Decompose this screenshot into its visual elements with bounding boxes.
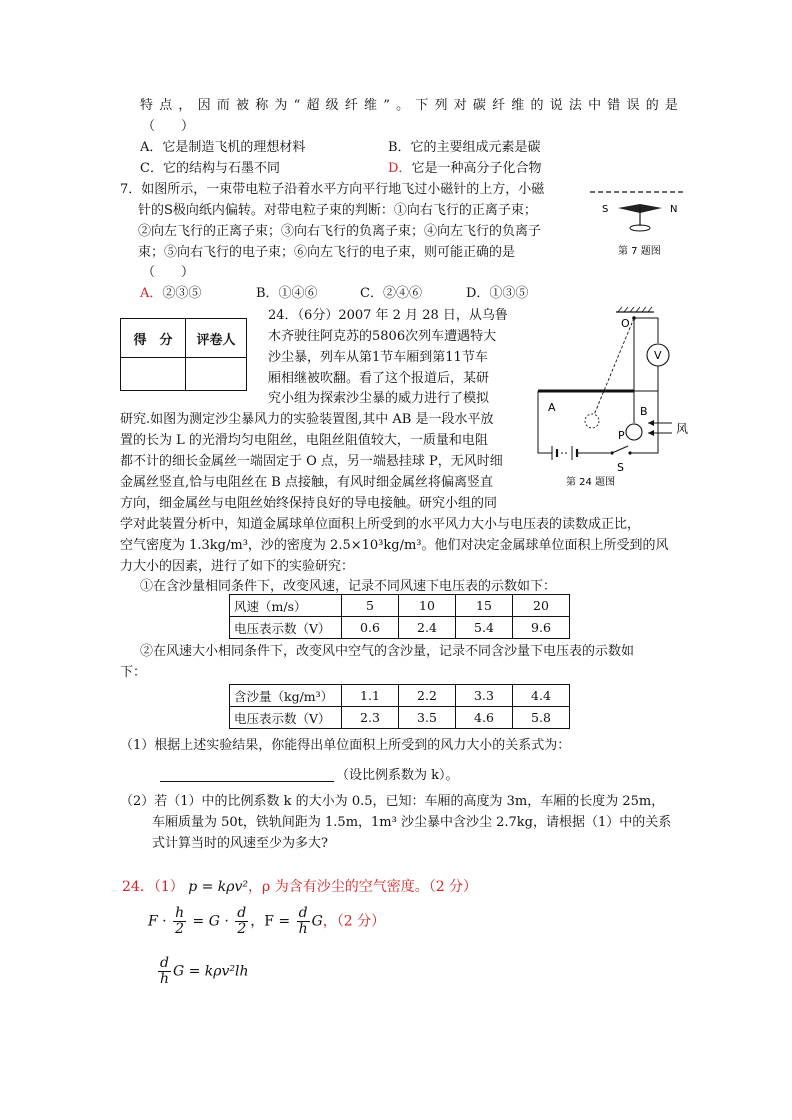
- fig24-a-label: A: [548, 401, 556, 414]
- q7-line1: 7．如图所示，一束带电粒子沿着水平方向平行地飞过小磁针的上方，小磁: [120, 182, 545, 197]
- q24-line6: 研究.如图为测定沙尘暴风力的实验装置图,其中 AB 是一段水平放: [120, 412, 494, 427]
- q7-line4: 束；⑤向右飞行的电子束；⑥向左飞行的电子束，则可能正确的是: [138, 245, 516, 260]
- table-cell: 3.3: [456, 685, 513, 707]
- score-header: 得 分: [121, 319, 186, 358]
- fig24-wind-label: 风: [676, 422, 689, 436]
- q24-line1: 24．（6分）2007 年 2 月 28 日，从乌鲁: [268, 308, 508, 323]
- fig24-s-label: S: [617, 461, 624, 474]
- table-row: [230, 617, 570, 639]
- q6-blank: （ ）: [142, 119, 195, 134]
- q24-experiment2: ②在风速大小相同条件下，改变风中空气的含沙量，记录不同含沙量下电压表的示数如: [140, 644, 635, 659]
- table-cell: 1.1: [342, 685, 399, 707]
- q6-option-a: A．它是制造飞机的理想材料: [140, 140, 306, 155]
- answer-equation-2: F · $\frac{h}{2}$ = G · $\frac{d}{2}$ ，F = $\frac{d}{h}$ G，（2 分）: [148, 905, 386, 937]
- grader-header: 评卷人: [186, 319, 247, 358]
- q6-line1: 特点，因而被称为“超级纤维”。下列对碳纤维的说法中错误的是: [140, 98, 685, 113]
- table-cell: 10: [399, 595, 456, 617]
- fig7-n-label: N: [670, 204, 678, 215]
- table-header: 电压表示数（V）: [230, 707, 342, 729]
- q7-blank: （ ）: [142, 265, 195, 280]
- table-cell: 2.2: [399, 685, 456, 707]
- sand-content-table: [229, 684, 570, 729]
- table-cell: 20: [513, 595, 570, 617]
- q24-line4: 厢相继被吹翻。看了这个报道后，某研: [268, 371, 490, 386]
- q24-line2: 木齐驶往阿克苏的5806次列车遭遇特大: [268, 329, 497, 344]
- q7-line3: ②向左飞行的正离子束；③向右飞行的负离子束；④向左飞行的负离子: [138, 224, 542, 239]
- q24-sub1-tail: （设比例系数为 k）。: [336, 768, 459, 783]
- fig24-v-label: V: [654, 349, 662, 362]
- table-row: [230, 707, 570, 729]
- answer-label: 24．（1）: [122, 879, 184, 895]
- table-cell: 15: [456, 595, 513, 617]
- table-cell: 0.6: [342, 617, 399, 639]
- table-header: 电压表示数（V）: [230, 617, 342, 639]
- q24-line5: 究小组为探索沙尘暴的威力进行了模拟: [268, 391, 490, 406]
- fig7-caption: 第 7 题图: [618, 246, 661, 257]
- q6-option-c: C．它的结构与石墨不同: [140, 161, 280, 176]
- q24-experiment2-cont: 下：: [120, 665, 147, 680]
- score-cell[interactable]: [121, 358, 186, 391]
- wind-speed-table: [229, 594, 570, 639]
- q24-line11: 学对此装置分析中，知道金属球单位面积上所受到的水平风力大小与电压表的读数成正比，: [120, 517, 641, 532]
- q24-sub2-line1: （2）若（1）中的比例系数 k 的大小为 0.5，已知：车厢的高度为 3m，车厢的长度为 25m，: [120, 794, 665, 809]
- table-cell: 5.8: [513, 707, 570, 729]
- table-cell: 4.6: [456, 707, 513, 729]
- answer-note-1: ，ρ 为含有沙尘的空气密度。（2 分）: [248, 879, 478, 895]
- q7-option-a: A．②③⑤: [140, 286, 202, 301]
- q6-option-b: B．它的主要组成元素是碳: [388, 140, 541, 155]
- q7-line2: 针的S极向纸内偏转。对带电粒子束的判断：①向右飞行的正离子束；: [138, 203, 537, 218]
- switch-s-icon: [612, 446, 628, 453]
- q24-line12: 空气密度为 1.3kg/m³，沙的密度为 2.5×10³kg/m³。他们对决定金属球单位面积上所受到的风: [120, 538, 669, 553]
- table-cell: 5: [342, 595, 399, 617]
- q24-figure: [530, 305, 692, 490]
- table-row: [230, 685, 570, 707]
- metal-wire-deflected: [594, 318, 634, 415]
- fig7-s-label: S: [602, 204, 609, 215]
- q24-line9: 金属丝竖直,恰与电阻丝在 B 点接触，有风时细金属丝将偏离竖直: [120, 475, 493, 490]
- q24-line3: 沙尘暴，列车从第1节车厢到第11节车: [268, 350, 488, 365]
- table-cell: 9.6: [513, 617, 570, 639]
- table-cell: 5.4: [456, 617, 513, 639]
- q7-option-b: B．①④⑥: [256, 286, 318, 301]
- q24-line10: 方向，细金属丝与电阻丝始终保持良好的导电接触。研究小组的同: [120, 496, 498, 511]
- q7-option-c: C．②④⑥: [360, 286, 422, 301]
- q24-line7: 置的长为 L 的光滑均匀电阻丝，电阻丝阻值较大，一质量和电阻: [120, 433, 488, 448]
- q7-option-d: D．①③⑤: [466, 286, 529, 301]
- fig24-o-label: O: [621, 317, 630, 330]
- fig24-caption: 第 24 题图: [566, 477, 616, 488]
- q24-line8: 都不计的细长金属丝一端固定于 O 点，另一端悬挂球 P，无风时细: [120, 454, 503, 469]
- q24-sub1: （1）根据上述实验结果，你能得出单位面积上所受到的风力大小的关系式为：: [120, 738, 571, 753]
- answer-formula-1: p = kρv²: [188, 879, 249, 895]
- table-header: 含沙量（kg/m³）: [230, 685, 342, 707]
- table-header: 风速（m/s）: [230, 595, 342, 617]
- table-cell: 2.4: [399, 617, 456, 639]
- table-cell: 4.4: [513, 685, 570, 707]
- metal-ball-p-icon: [626, 424, 642, 440]
- score-table: [120, 318, 247, 391]
- fig24-p-label: P: [618, 429, 625, 442]
- q7-figure: [588, 184, 688, 260]
- table-row: [230, 595, 570, 617]
- q24-experiment1: ①在含沙量相同条件下，改变风速，记录不同风速下电压表的示数如下：: [140, 579, 557, 594]
- grader-cell[interactable]: [186, 358, 247, 391]
- q24-sub2-line3: 式计算当时的风速至少为多大?: [152, 836, 328, 851]
- answer-equation-3: $\frac{d}{h}$ G = kρv²lh: [159, 955, 249, 987]
- answer-blank[interactable]: [160, 768, 334, 782]
- table-cell: 3.5: [399, 707, 456, 729]
- answer-line1: [122, 878, 477, 896]
- table-cell: 2.3: [342, 707, 399, 729]
- q24-line13: 力大小的因素，进行了如下的实验研究：: [120, 559, 355, 574]
- fig24-b-label: B: [640, 405, 648, 418]
- q6-option-d: D．它是一种高分子化合物: [388, 161, 542, 176]
- q24-sub2-line2: 车厢质量为 50t，铁轨间距为 1.5m，1m³ 沙尘暴中含沙尘 2.7kg，请根据（1）中的关系: [152, 815, 672, 830]
